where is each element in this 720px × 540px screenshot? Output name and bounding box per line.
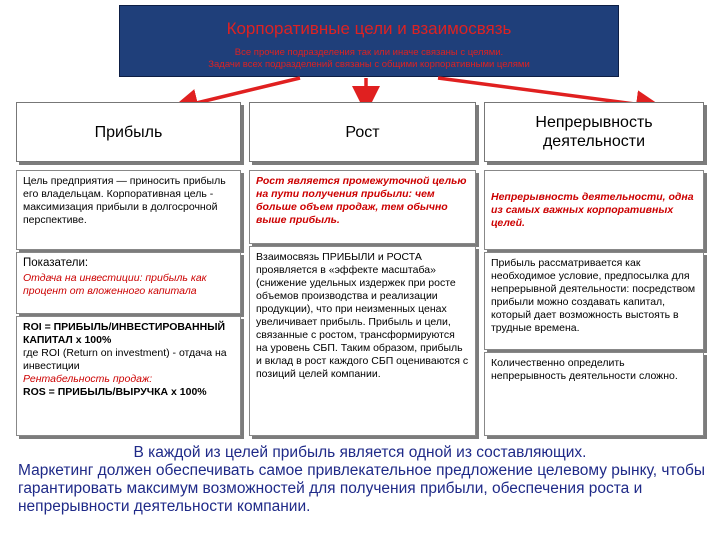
profit-formulas-cell xyxy=(16,316,241,436)
ros-formula: ROS = ПРИБЫЛЬ/ВЫРУЧКА х 100% xyxy=(23,386,207,398)
conclusion-line-1: В каждой из целей прибыль является одной из составляющих. xyxy=(133,444,587,461)
ros-definition: Рентабельность продаж: xyxy=(23,373,153,385)
title-subtitle-2: Задачи всех подразделений связаны с общими корпоративными целями xyxy=(208,59,530,70)
conclusion-text xyxy=(10,444,710,516)
roi-formula: ROI = ПРИБЫЛЬ/ИНВЕСТИРОВАННЫЙ КАПИТАЛ х 100% xyxy=(23,321,226,346)
header-growth: Рост xyxy=(249,102,476,162)
indicators-label: Показатели: xyxy=(23,257,89,269)
header-continuity: Непрерывность деятельности xyxy=(484,102,704,162)
profit-indicators-cell xyxy=(16,252,241,314)
continuity-goal-cell xyxy=(484,170,704,250)
header-profit: Прибыль xyxy=(16,102,241,162)
profit-goal-cell: Цель предприятия — приносить прибыль его владельцам. Корпоративная цель - максимизация прибыли в долгосрочной перспективе. xyxy=(16,170,241,250)
continuity-profit-cell: Прибыль рассматривается как необходимое условие, предпосылка для непрерывной деятельности: посредством прибыли можно создавать капитал, который дает возможность выстоять в трудные времена. xyxy=(484,252,704,350)
continuity-goal-text: Непрерывность деятельности, одна из самых важных корпоративных целей. xyxy=(491,190,694,229)
roi-definition: Отдача на инвестиции: прибыль как процент от вложенного капитала xyxy=(23,272,207,297)
growth-goal-cell: Рост является промежуточной целью на пути получения прибыли: чем больше объем продаж, тем обычно выше прибыль. xyxy=(249,170,476,244)
growth-relation-cell: Взаимосвязь ПРИБЫЛИ и РОСТА проявляется в «эффекте масштаба» (снижение удельных издержек при росте объемов производства и реализации продукции), что при неизменных ценах увеличивает прибыль. Прибыль и цели, связанные с ростом, трансформируются на уровень СБП. Таким образом, прибыль и вклад в рост каждого СБП оцениваются с позиций целей компании. xyxy=(249,246,476,436)
roi-explanation: где ROI (Return on investment) - отдача на инвестиции xyxy=(23,347,227,372)
continuity-measure-cell: Количественно определить непрерывность деятельности сложно. xyxy=(484,352,704,436)
diagram-title: Корпоративные цели и взаимосвязь xyxy=(226,19,512,38)
title-subtitle-1: Все прочие подразделения так или иначе связаны с целями. xyxy=(234,47,504,58)
conclusion-line-2: Маркетинг должен обеспечивать самое привлекательное предложение целевому рынку, чтобы гарантировать максимум возможностей для получения прибыли, обеспечения роста и непрерывности деятельности компании. xyxy=(18,462,705,515)
